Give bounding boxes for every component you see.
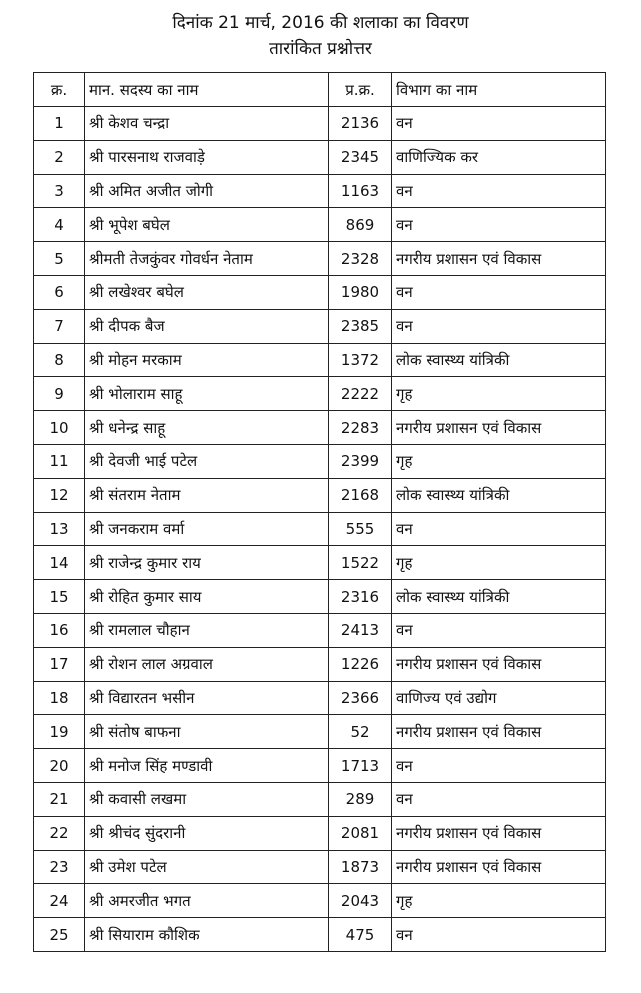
department-cell: वन <box>392 275 606 309</box>
table-row <box>34 749 606 783</box>
table-row <box>34 918 606 952</box>
table-row <box>34 478 606 512</box>
department-cell: वन <box>392 782 606 816</box>
department-cell: वन <box>392 918 606 952</box>
table-row <box>34 275 606 309</box>
serial-cell: 16 <box>34 613 85 647</box>
member-name-cell: श्री पारसनाथ राजवाड़े <box>85 140 329 174</box>
question-no-cell: 1163 <box>329 174 392 208</box>
department-cell: नगरीय प्रशासन एवं विकास <box>392 816 606 850</box>
department-cell: नगरीय प्रशासन एवं विकास <box>392 647 606 681</box>
serial-cell: 8 <box>34 343 85 377</box>
member-name-cell: श्री अमित अजीत जोगी <box>85 174 329 208</box>
member-name-cell: श्री जनकराम वर्मा <box>85 512 329 546</box>
member-name-cell: श्री केशव चन्द्रा <box>85 107 329 141</box>
column-header-member-name: मान. सदस्य का नाम <box>85 73 329 107</box>
member-name-cell: श्री श्रीचंद सुंदरानी <box>85 816 329 850</box>
serial-cell: 19 <box>34 715 85 749</box>
question-no-cell: 2136 <box>329 107 392 141</box>
department-cell: वन <box>392 309 606 343</box>
question-no-cell: 2081 <box>329 816 392 850</box>
department-cell: वन <box>392 107 606 141</box>
member-name-cell: श्री विद्यारतन भसीन <box>85 681 329 715</box>
column-header-department: विभाग का नाम <box>392 73 606 107</box>
member-name-cell: श्री मनोज सिंह मण्डावी <box>85 749 329 783</box>
table-header-row <box>34 73 606 107</box>
department-cell: गृह <box>392 884 606 918</box>
member-name-cell: श्री भूपेश बघेल <box>85 208 329 242</box>
department-cell: वाणिज्य एवं उद्योग <box>392 681 606 715</box>
serial-cell: 18 <box>34 681 85 715</box>
department-cell: लोक स्वास्थ्य यांत्रिकी <box>392 343 606 377</box>
table-row <box>34 242 606 276</box>
question-no-cell: 2385 <box>329 309 392 343</box>
table-row <box>34 850 606 884</box>
serial-cell: 22 <box>34 816 85 850</box>
department-cell: वन <box>392 749 606 783</box>
question-no-cell: 52 <box>329 715 392 749</box>
table-row <box>34 580 606 614</box>
serial-cell: 20 <box>34 749 85 783</box>
serial-cell: 11 <box>34 444 85 478</box>
department-cell: गृह <box>392 444 606 478</box>
table-row <box>34 647 606 681</box>
member-name-cell: श्री धनेन्द्र साहू <box>85 411 329 445</box>
question-no-cell: 2366 <box>329 681 392 715</box>
table-row <box>34 309 606 343</box>
page-title: दिनांक 21 मार्च, 2016 की शलाका का विवरण <box>172 13 469 33</box>
table-row <box>34 444 606 478</box>
question-no-cell: 2413 <box>329 613 392 647</box>
serial-cell: 23 <box>34 850 85 884</box>
serial-cell: 2 <box>34 140 85 174</box>
member-name-cell: श्री उमेश पटेल <box>85 850 329 884</box>
question-no-cell: 2328 <box>329 242 392 276</box>
member-name-cell: श्री संतोष बाफना <box>85 715 329 749</box>
question-no-cell: 2399 <box>329 444 392 478</box>
serial-cell: 10 <box>34 411 85 445</box>
member-name-cell: श्री देवजी भाई पटेल <box>85 444 329 478</box>
question-no-cell: 2043 <box>329 884 392 918</box>
department-cell: लोक स्वास्थ्य यांत्रिकी <box>392 580 606 614</box>
serial-cell: 6 <box>34 275 85 309</box>
table-row <box>34 816 606 850</box>
question-no-cell: 1372 <box>329 343 392 377</box>
member-name-cell: श्री कवासी लखमा <box>85 782 329 816</box>
question-no-cell: 2345 <box>329 140 392 174</box>
member-name-cell: श्री मोहन मरकाम <box>85 343 329 377</box>
member-name-cell: श्री लखेश्वर बघेल <box>85 275 329 309</box>
question-no-cell: 2168 <box>329 478 392 512</box>
department-cell: नगरीय प्रशासन एवं विकास <box>392 850 606 884</box>
table-row <box>34 613 606 647</box>
question-no-cell: 1226 <box>329 647 392 681</box>
table-row <box>34 681 606 715</box>
department-cell: नगरीय प्रशासन एवं विकास <box>392 715 606 749</box>
column-header-question-no: प्र.क्र. <box>329 73 392 107</box>
page-subtitle: तारांकित प्रश्नोत्तर <box>269 39 372 59</box>
serial-cell: 14 <box>34 546 85 580</box>
column-header-serial: क्र. <box>34 73 85 107</box>
member-name-cell: श्री रोहित कुमार साय <box>85 580 329 614</box>
member-name-cell: श्री भोलाराम साहू <box>85 377 329 411</box>
question-no-cell: 289 <box>329 782 392 816</box>
question-no-cell: 1713 <box>329 749 392 783</box>
table-row <box>34 884 606 918</box>
serial-cell: 1 <box>34 107 85 141</box>
table-row <box>34 512 606 546</box>
serial-cell: 3 <box>34 174 85 208</box>
question-no-cell: 1980 <box>329 275 392 309</box>
table-row <box>34 546 606 580</box>
member-name-cell: श्री संतराम नेताम <box>85 478 329 512</box>
department-cell: नगरीय प्रशासन एवं विकास <box>392 411 606 445</box>
question-no-cell: 555 <box>329 512 392 546</box>
member-name-cell: श्री दीपक बैज <box>85 309 329 343</box>
table-row <box>34 715 606 749</box>
serial-cell: 4 <box>34 208 85 242</box>
question-no-cell: 2283 <box>329 411 392 445</box>
serial-cell: 24 <box>34 884 85 918</box>
questions-table <box>33 72 606 952</box>
member-name-cell: श्रीमती तेजकुंवर गोवर्धन नेताम <box>85 242 329 276</box>
table-row <box>34 782 606 816</box>
serial-cell: 12 <box>34 478 85 512</box>
table-row <box>34 377 606 411</box>
department-cell: वाणिज्यिक कर <box>392 140 606 174</box>
member-name-cell: श्री राजेन्द्र कुमार राय <box>85 546 329 580</box>
member-name-cell: श्री रोशन लाल अग्रवाल <box>85 647 329 681</box>
department-cell: वन <box>392 208 606 242</box>
member-name-cell: श्री अमरजीत भगत <box>85 884 329 918</box>
department-cell: वन <box>392 174 606 208</box>
department-cell: वन <box>392 512 606 546</box>
table-row <box>34 107 606 141</box>
serial-cell: 15 <box>34 580 85 614</box>
serial-cell: 9 <box>34 377 85 411</box>
question-no-cell: 1873 <box>329 850 392 884</box>
member-name-cell: श्री रामलाल चौहान <box>85 613 329 647</box>
department-cell: गृह <box>392 377 606 411</box>
serial-cell: 21 <box>34 782 85 816</box>
serial-cell: 5 <box>34 242 85 276</box>
table-row <box>34 140 606 174</box>
table-row <box>34 343 606 377</box>
table-row <box>34 411 606 445</box>
question-no-cell: 2222 <box>329 377 392 411</box>
question-no-cell: 475 <box>329 918 392 952</box>
serial-cell: 7 <box>34 309 85 343</box>
serial-cell: 25 <box>34 918 85 952</box>
department-cell: वन <box>392 613 606 647</box>
serial-cell: 17 <box>34 647 85 681</box>
department-cell: लोक स्वास्थ्य यांत्रिकी <box>392 478 606 512</box>
question-no-cell: 2316 <box>329 580 392 614</box>
question-no-cell: 1522 <box>329 546 392 580</box>
serial-cell: 13 <box>34 512 85 546</box>
department-cell: गृह <box>392 546 606 580</box>
table-row <box>34 208 606 242</box>
table-row <box>34 174 606 208</box>
question-no-cell: 869 <box>329 208 392 242</box>
department-cell: नगरीय प्रशासन एवं विकास <box>392 242 606 276</box>
member-name-cell: श्री सियाराम कौशिक <box>85 918 329 952</box>
